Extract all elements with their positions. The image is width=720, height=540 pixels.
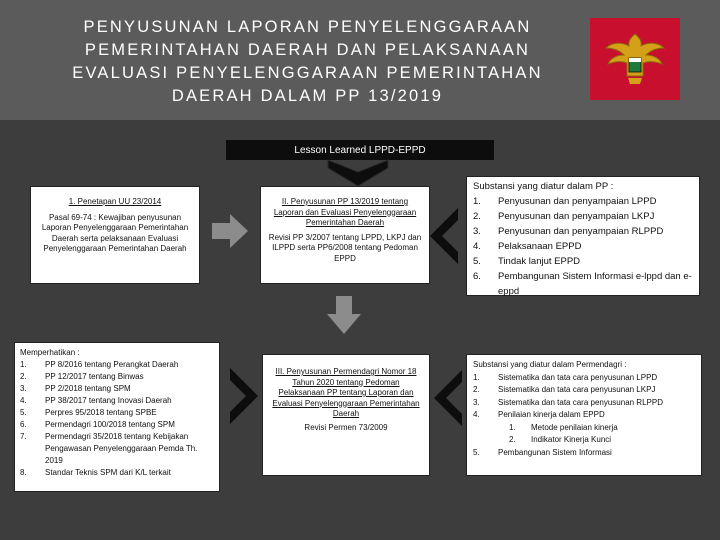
box-permendagri-body: Revisi Permen 73/2009 — [304, 422, 388, 432]
list-item — [20, 383, 214, 395]
list-item-text: Permendagri 35/2018 tentang Kebijakan Pengawasan Penyelenggaraan Pemda Th. 2019 — [45, 432, 198, 465]
list-item-number: 4. — [473, 410, 480, 419]
list-item — [20, 371, 214, 383]
substansi-permendagri-list — [473, 372, 695, 460]
list-item-text: Pelaksanaan EPPD — [498, 241, 582, 252]
list-item-number: 3. — [473, 397, 480, 407]
list-item-text: Sistematika dan tata cara penyusunan LKPJ — [498, 385, 656, 394]
list-item-number: 4. — [20, 396, 27, 405]
list-item — [473, 372, 695, 385]
list-item — [473, 269, 693, 299]
list-item-text: Penilaian kinerja dalam EPPD — [498, 410, 605, 419]
list-item — [20, 467, 214, 479]
list-item-number: 1. — [20, 360, 27, 369]
list-item — [473, 447, 695, 460]
list-item-number: 5. — [20, 408, 27, 417]
list-item-text: Tindak lanjut EPPD — [498, 256, 581, 267]
list-item-text: PP 12/2017 tentang Binwas — [45, 372, 144, 381]
left-chevron-icon — [428, 206, 460, 266]
list-item — [20, 395, 214, 407]
list-item — [473, 397, 695, 410]
sub-list-item — [473, 434, 695, 447]
list-item — [473, 239, 693, 254]
box-memperhatikan-intro: Memperhatikan : — [20, 348, 80, 357]
list-item-text: Penyusunan dan penyampaian LKPJ — [498, 211, 655, 222]
list-item — [473, 194, 693, 209]
slide-header — [0, 0, 720, 120]
list-item-text: Penyusunan dan penyampaian RLPPD — [498, 226, 664, 237]
list-item-number: 2. — [473, 385, 480, 394]
list-item-text: Sistematika dan tata cara penyusunan LPPD — [498, 372, 658, 382]
box-substansi-pp-intro: Substansi yang diatur dalam PP : — [473, 181, 614, 192]
list-item — [20, 407, 214, 419]
list-item — [20, 431, 214, 467]
box-uu-body: Pasal 69-74 : Kewajiban penyusunan Laporan Penyelenggaraan Pemerintahan Daerah serta pelaksanaan Evaluasi Penyelenggaraan Pemerintahan Daerah — [41, 212, 189, 253]
list-item-text: Pembangunan Sistem Informasi e-lppd dan e-eppd — [498, 271, 692, 297]
sub-list-item — [473, 422, 695, 435]
list-item — [473, 384, 695, 397]
list-item-number: 3. — [20, 384, 27, 393]
sub-list-item-text: Indikator Kinerja Kunci — [531, 435, 612, 444]
box-permendagri-heading: III. Penyusunan Permendagri Nomor 18 Tahun 2020 tentang Pedoman Pelaksanaan PP tentang Laporan dan Evaluasi Penyelenggaraan Pemerintahan Daerah — [272, 367, 420, 418]
slide-title: PENYUSUNAN LAPORAN PENYELENGGARAAN PEMERINTAHAN DAERAH DAN PELAKSANAAN EVALUASI PENYELENGGARAAN PEMERINTAHAN DAERAH DALAM PP 13/2019 — [72, 18, 543, 105]
box-uu-heading: 1. Penetapan UU 23/2014 — [68, 197, 162, 206]
list-item-number: 1. — [473, 372, 480, 382]
box-pp-13-2019 — [260, 186, 430, 284]
list-item — [473, 224, 693, 239]
list-item — [20, 419, 214, 431]
substansi-pp-list — [473, 194, 693, 299]
list-item-text: Permendagri 100/2018 tentang SPM — [45, 420, 175, 429]
box-substansi-permendagri-intro: Substansi yang diatur dalam Permendagri : — [473, 360, 627, 369]
list-item-number: 1. — [473, 196, 481, 207]
list-item — [473, 254, 693, 269]
box-uu-23-2014 — [30, 186, 200, 284]
list-item-text: PP 8/2016 tentang Perangkat Daerah — [45, 360, 179, 369]
list-item — [20, 359, 214, 371]
list-item-number: 2. — [473, 211, 481, 222]
left-chevron-icon — [432, 368, 464, 428]
box-substansi-permendagri — [466, 354, 702, 476]
list-item-number: 3. — [473, 226, 481, 237]
list-item-number: 5. — [473, 256, 481, 267]
arrow-down-icon — [327, 296, 361, 334]
list-item-text: PP 38/2017 tentang Inovasi Daerah — [45, 396, 172, 405]
list-item-text: Sistematika dan tata cara penyusunan RLPPD — [498, 397, 663, 407]
box-substansi-pp — [466, 176, 700, 296]
list-item-text: Pembangunan Sistem Informasi — [498, 447, 612, 457]
box-memperhatikan — [14, 342, 220, 492]
sub-list-item-number: 1. — [509, 422, 516, 432]
arrow-right-icon — [212, 214, 248, 248]
list-item-text: Standar Teknis SPM dari K/L terkait — [45, 468, 171, 477]
list-item-text: PP 2/2018 tentang SPM — [45, 384, 131, 393]
list-item-number: 7. — [20, 432, 27, 441]
list-item-text: Penyusunan dan penyampaian LPPD — [498, 196, 657, 207]
right-chevron-icon — [228, 366, 260, 426]
list-item-text: Perpres 95/2018 tentang SPBE — [45, 408, 157, 417]
box-pp-body: Revisi PP 3/2007 tentang LPPD, LKPJ dan ILPPD serta PP6/2008 tentang Pedoman EPPD — [268, 232, 422, 263]
list-item-number: 6. — [473, 271, 481, 282]
down-chevron-icon — [326, 158, 390, 188]
list-item — [473, 409, 695, 422]
box-permendagri-18-2020 — [262, 354, 430, 476]
lesson-learned-bar: Lesson Learned LPPD-EPPD — [226, 140, 494, 160]
list-item-number: 4. — [473, 241, 481, 252]
garuda-emblem-icon — [590, 18, 680, 100]
sub-list-item-number: 2. — [509, 435, 516, 444]
box-pp-heading: II. Penyusunan PP 13/2019 tentang Laporan dan Evaluasi Penyelenggaraan Pemerintahan Daerah — [273, 197, 417, 227]
list-item-number: 5. — [473, 447, 480, 457]
sub-list-item-text: Metode penilaian kinerja — [531, 422, 618, 432]
list-item-number: 2. — [20, 372, 27, 381]
list-item — [473, 209, 693, 224]
list-item-number: 6. — [20, 420, 27, 429]
memperhatikan-list — [20, 359, 214, 479]
list-item-number: 8. — [20, 468, 27, 477]
